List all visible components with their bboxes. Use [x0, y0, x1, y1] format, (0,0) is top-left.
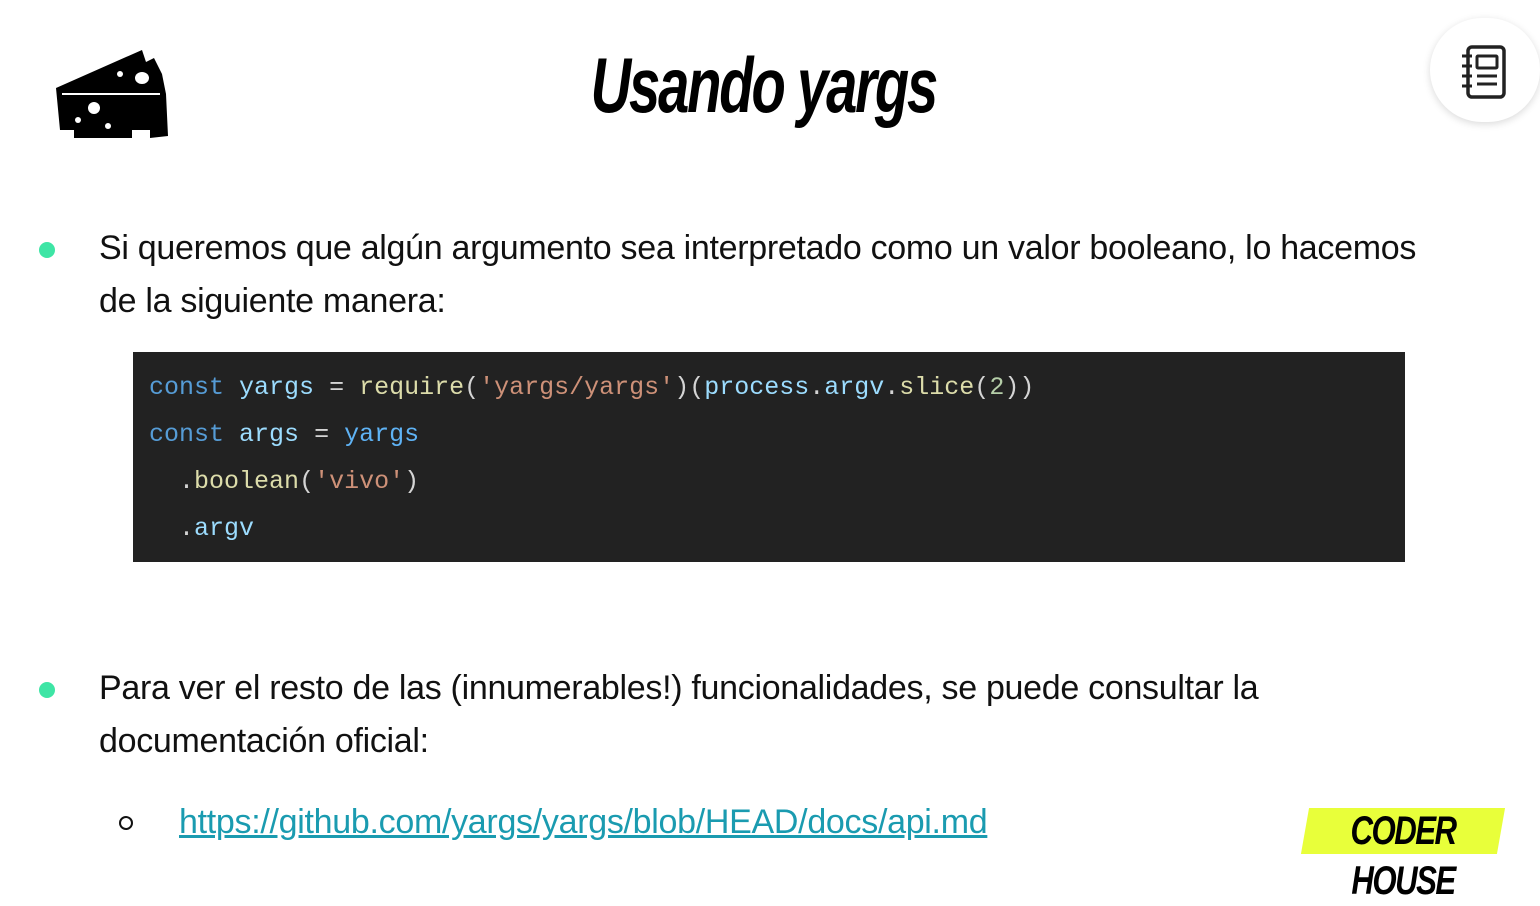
code-identifier: process — [704, 373, 810, 402]
bullet-text: Para ver el resto de las (innumerables!) funcionalidades, se puede consultar la documentación oficial: — [99, 669, 1259, 760]
code-string: 'yargs/yargs' — [479, 373, 675, 402]
sub-bullet-circle-icon — [119, 816, 133, 830]
slide-title: Usando yargs — [590, 41, 937, 129]
speaker-notes-button[interactable] — [1430, 18, 1540, 122]
code-keyword: const — [149, 373, 225, 402]
code-function: boolean — [194, 467, 300, 496]
code-punctuation: ) — [404, 467, 420, 496]
code-number: 2 — [989, 373, 1005, 402]
bullet-text: Si queremos que algún argumento sea interpretado como un valor booleano, lo hacemos de la siguiente manera: — [99, 229, 1417, 320]
code-identifier: yargs — [239, 373, 315, 402]
code-identifier: yargs — [344, 420, 420, 449]
notebook-icon — [1460, 44, 1508, 100]
code-function: require — [359, 373, 465, 402]
bullet-dot-icon — [39, 242, 55, 258]
code-punctuation: )( — [674, 373, 705, 402]
cheese-icon — [50, 44, 172, 144]
code-punctuation: ( — [299, 467, 315, 496]
code-identifier: argv — [824, 373, 885, 402]
code-punctuation: ( — [464, 373, 480, 402]
code-line — [149, 505, 1389, 552]
code-block — [133, 352, 1405, 562]
documentation-link[interactable]: https://github.com/yargs/yargs/blob/HEAD/docs/api.md — [179, 803, 988, 841]
code-punctuation: . — [809, 373, 825, 402]
code-punctuation: . — [179, 514, 195, 543]
code-keyword: const — [149, 420, 225, 449]
code-punctuation: ( — [974, 373, 990, 402]
code-line — [149, 364, 1389, 411]
code-punctuation: . — [179, 467, 195, 496]
code-line — [149, 458, 1389, 505]
code-operator: = — [329, 373, 345, 402]
code-punctuation: )) — [1004, 373, 1035, 402]
code-string: 'vivo' — [314, 467, 405, 496]
code-line — [149, 411, 1389, 458]
brand-logo-text: CODER HOUSE — [1350, 809, 1456, 903]
code-identifier: argv — [194, 514, 255, 543]
code-identifier: args — [239, 420, 300, 449]
bullet-dot-icon — [39, 682, 55, 698]
code-function: slice — [899, 373, 975, 402]
code-operator: = — [314, 420, 330, 449]
code-punctuation: . — [884, 373, 900, 402]
